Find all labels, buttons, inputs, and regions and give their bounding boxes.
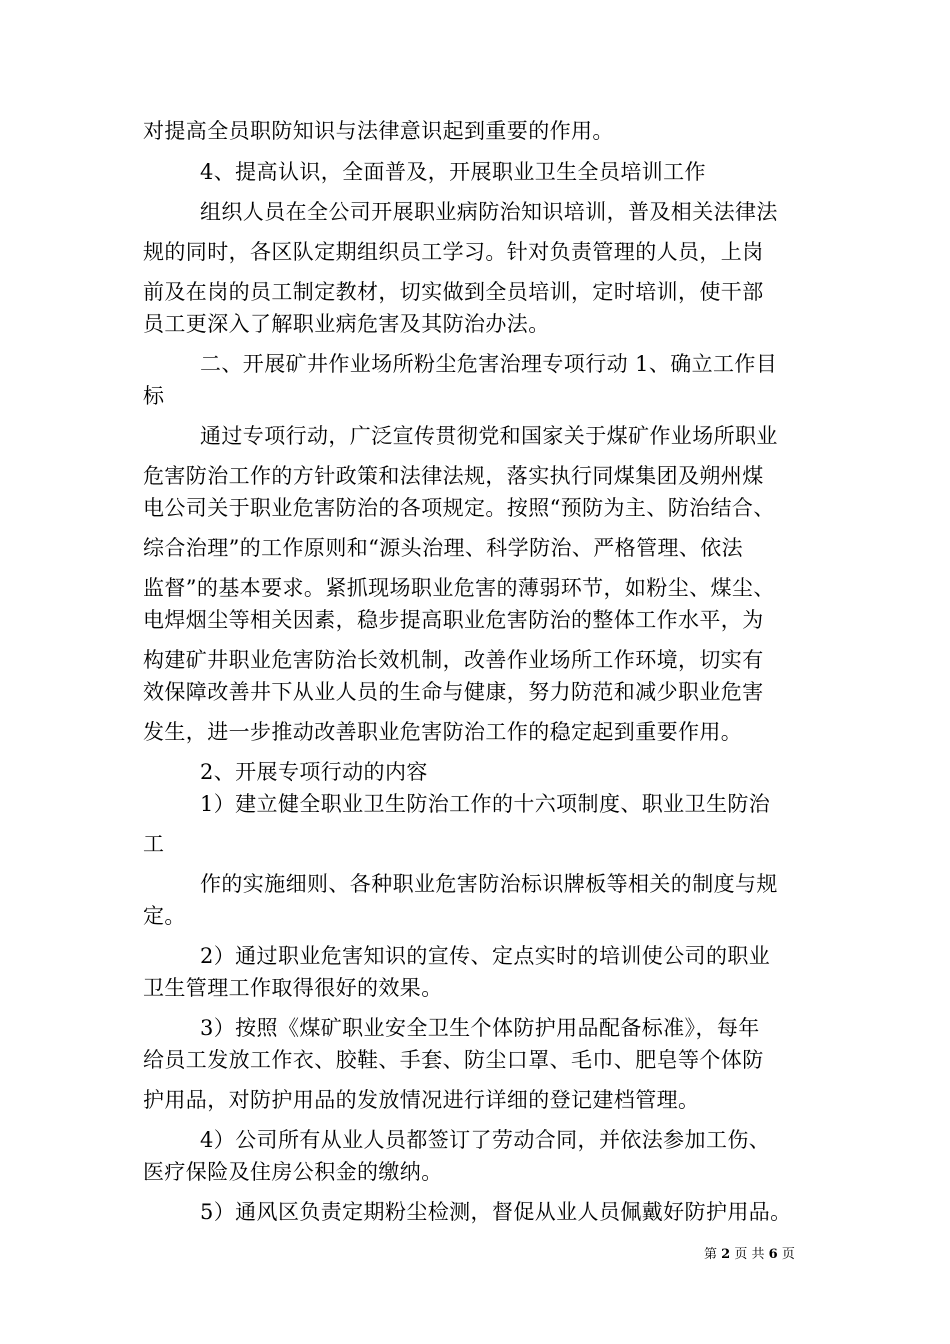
- paragraph-line: 定。: [143, 904, 186, 928]
- paragraph-line: 效保障改善井下从业人员的生命与健康，努力防范和减少职业危害: [143, 680, 764, 704]
- paragraph-line: 电公司关于职业危害防治的各项规定。按照“预防为主、防治结合、: [143, 496, 775, 520]
- current-page-number: 2: [721, 1247, 731, 1262]
- footer-prefix: 第: [704, 1247, 718, 1262]
- page-footer: [704, 1247, 795, 1263]
- paragraph-line: 危害防治工作的方针政策和法律法规，落实执行同煤集团及朔州煤: [143, 464, 764, 488]
- paragraph-line: 发生，进一步推动改善职业危害防治工作的稳定起到重要作用。: [143, 720, 743, 744]
- paragraph-line: 员工更深入了解职业病危害及其防治办法。: [143, 312, 550, 336]
- paragraph-line: 工: [143, 832, 165, 856]
- paragraph-line: 规的同时，各区队定期组织员工学习。针对负责管理的人员，上岗: [143, 240, 764, 264]
- paragraph-line: 前及在岗的员工制定教材，切实做到全员培训，定时培训，使干部: [143, 280, 764, 304]
- section-heading: 2、开展专项行动的内容: [200, 760, 428, 784]
- paragraph-line: 卫生管理工作取得很好的效果。: [143, 976, 443, 1000]
- paragraph-line: 医疗保险及住房公积金的缴纳。: [143, 1160, 443, 1184]
- paragraph-line: 电焊烟尘等相关因素，稳步提高职业危害防治的整体工作水平，为: [143, 608, 764, 632]
- paragraph-line: 3）按照《煤矿职业安全卫生个体防护用品配备标准》，每年: [200, 1016, 760, 1040]
- paragraph-line: 4）公司所有从业人员都签订了劳动合同，并依法参加工伤、: [200, 1128, 771, 1152]
- paragraph-line: 监督”的基本要求。紧抓现场职业危害的薄弱环节，如粉尘、煤尘、: [143, 576, 775, 600]
- section-heading: 二、开展矿井作业场所粉尘危害治理专项行动 1、确立工作目: [200, 352, 778, 376]
- paragraph-line: 综合治理”的工作原则和“源头治理、科学防治、严格管理、依法: [143, 536, 744, 560]
- footer-middle: 页 共: [734, 1247, 765, 1262]
- paragraph-line: 对提高全员职防知识与法律意识起到重要的作用。: [143, 119, 614, 143]
- paragraph-line: 通过专项行动，广泛宣传贯彻党和国家关于煤矿作业场所职业: [200, 424, 778, 448]
- section-heading: 4、提高认识，全面普及，开展职业卫生全员培训工作: [200, 160, 706, 184]
- paragraph-line: 标: [143, 384, 165, 408]
- footer-suffix: 页: [781, 1247, 795, 1262]
- paragraph-line: 5）通风区负责定期粉尘检测，督促从业人员佩戴好防护用品。: [200, 1200, 792, 1224]
- paragraph-line: 作的实施细则、各种职业危害防治标识牌板等相关的制度与规: [200, 872, 778, 896]
- paragraph-line: 2）通过职业危害知识的宣传、定点实时的培训使公司的职业: [200, 944, 771, 968]
- paragraph-line: 给员工发放工作衣、胶鞋、手套、防尘口罩、毛巾、肥皂等个体防: [143, 1048, 764, 1072]
- total-page-count: 6: [768, 1247, 778, 1262]
- paragraph-line: 构建矿井职业危害防治长效机制，改善作业场所工作环境，切实有: [143, 648, 764, 672]
- paragraph-line: 护用品，对防护用品的发放情况进行详细的登记建档管理。: [143, 1088, 700, 1112]
- paragraph-line: 1）建立健全职业卫生防治工作的十六项制度、职业卫生防治: [200, 792, 771, 816]
- paragraph-line: 组织人员在全公司开展职业病防治知识培训，普及相关法律法: [200, 200, 778, 224]
